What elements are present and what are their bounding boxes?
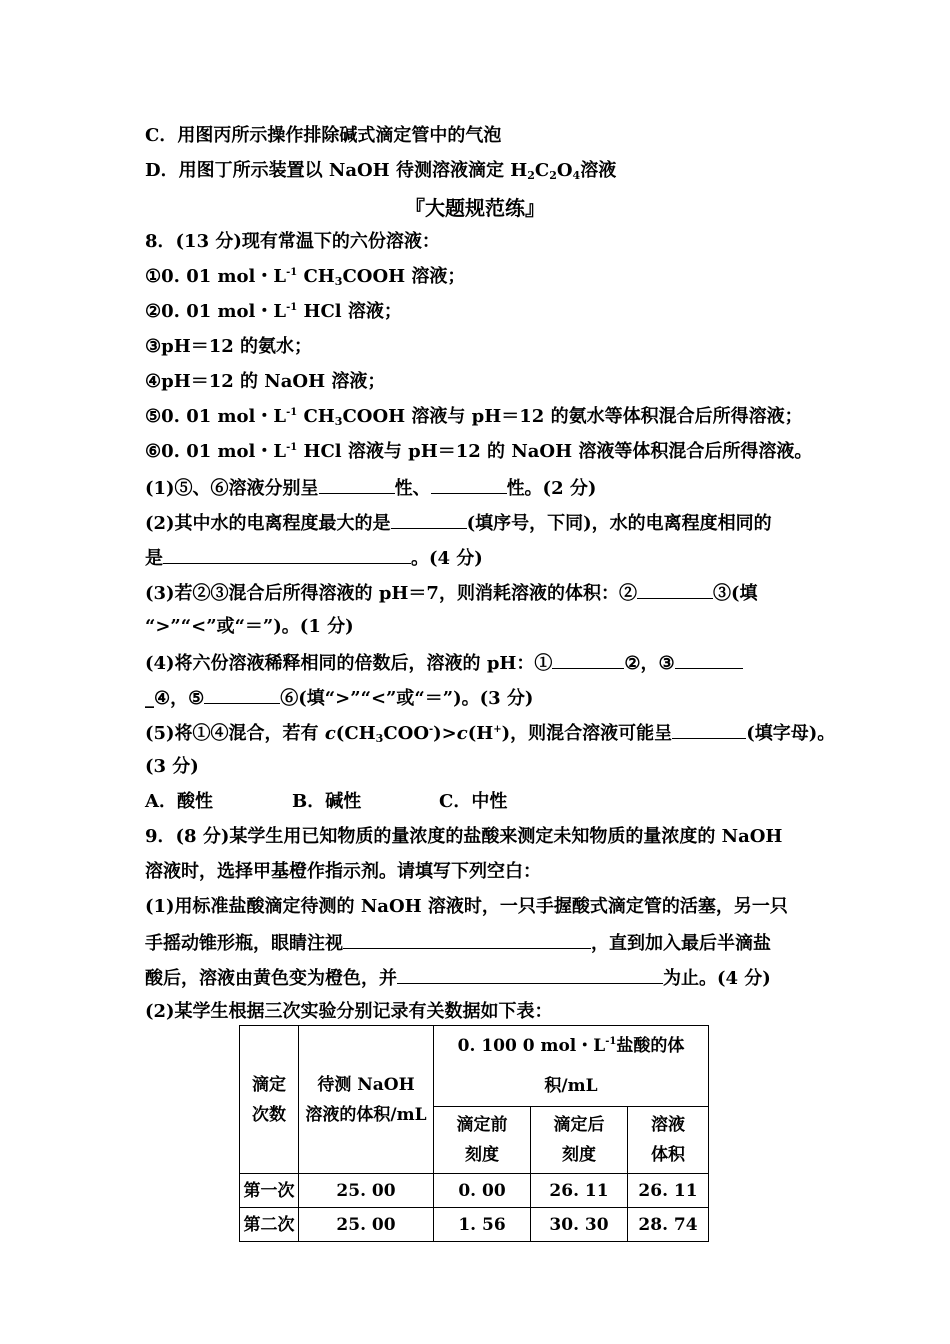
option-d-line: D．用图丁所示装置以 NaOH 待测溶液滴定 $H_2C_2O_4$溶液 <box>145 160 617 182</box>
row-label: 第一次 <box>240 1174 299 1208</box>
answer-blank[interactable] <box>204 685 280 704</box>
header-solution-volume: 溶液 体积 <box>628 1107 709 1174</box>
solution-5: ⑤0. 01 mol・$L^{-1}$ $CH_3COOH$ 溶液与 pH＝12 的氨水等体积混合后所得溶液； <box>145 406 803 428</box>
option-b: B．碱性 <box>292 791 362 812</box>
solution-4: ④pH＝12 的 NaOH 溶液； <box>145 371 386 392</box>
titration-data-table <box>239 1025 709 1242</box>
answer-blank[interactable] <box>397 965 663 984</box>
header-titration-count: 滴定 次数 <box>240 1026 299 1174</box>
option-c-line: C．用图丙所示操作排除碱式滴定管中的气泡 <box>145 125 502 146</box>
question-8-part-3: (3)若②③混合后所得溶液的 pH＝7，则消耗溶液的体积：② ③(填 <box>145 580 815 606</box>
question-8-intro: 8．(13 分)现有常温下的六份溶液： <box>145 231 440 252</box>
answer-blank[interactable] <box>637 580 713 599</box>
answer-blank[interactable] <box>431 475 507 494</box>
cell-naoh: 25. 00 <box>299 1208 434 1242</box>
answer-blank[interactable] <box>672 720 746 739</box>
question-9-intro: 9．(8 分)某学生用已知物质的量浓度的盐酸来测定未知物质的量浓度的 NaOH <box>145 826 783 847</box>
table-header-row <box>240 1026 709 1107</box>
answer-blank[interactable] <box>319 475 395 494</box>
answer-blank[interactable] <box>163 545 411 564</box>
answer-blank[interactable] <box>675 650 743 669</box>
option-a: A．酸性 <box>145 791 213 812</box>
question-8-part-4-cont: _④，⑤ ⑥(填“>”“<”或“＝”)。(3 分) <box>145 685 815 711</box>
question-8-part-3-cont: “>”“<”或“＝”)。(1 分) <box>145 616 354 637</box>
question-9-part-2: (2)某学生根据三次实验分别记录有关数据如下表： <box>145 1001 553 1022</box>
solution-6: ⑥0. 01 mol・$L^{-1}$ HCl 溶液与 pH＝12 的 NaOH 溶液等体积混合后所得溶液。 <box>145 441 813 462</box>
answer-blank[interactable] <box>391 510 467 529</box>
cell-volume: 26. 11 <box>628 1174 709 1208</box>
table-row <box>240 1174 709 1208</box>
question-8-part-5: (5)将①④混合，若有 $c(CH_3COO^-)>c(H^+)$，则混合溶液可能呈 (填字母)。 <box>145 720 815 746</box>
solution-2: ②0. 01 mol・$L^{-1}$ HCl 溶液； <box>145 301 402 322</box>
option-c: C．中性 <box>439 791 508 812</box>
cell-after: 30. 30 <box>531 1208 628 1242</box>
answer-options <box>145 790 815 814</box>
row-label: 第二次 <box>240 1208 299 1242</box>
cell-before: 1. 56 <box>434 1208 531 1242</box>
cell-before: 0. 00 <box>434 1174 531 1208</box>
question-9-part-1-cont: 手摇动锥形瓶，眼睛注视 ，直到加入最后半滴盐 <box>145 930 815 956</box>
question-8-part-5-score: (3 分) <box>145 756 199 777</box>
question-9-part-1-end: 酸后，溶液由黄色变为橙色，并 为止。(4 分) <box>145 965 815 991</box>
section-title: 『大题规范练』 <box>405 196 545 220</box>
header-hcl-volume: 0. 100 0 mol・$L^{-1}$盐酸的体积/mL <box>434 1026 709 1107</box>
question-8-part-2-cont: 是 。(4 分) <box>145 545 815 571</box>
question-8-part-2: (2)其中水的电离程度最大的是 (填序号，下同)，水的电离程度相同的 <box>145 510 815 536</box>
header-before-reading: 滴定前 刻度 <box>434 1107 531 1174</box>
table-row <box>240 1208 709 1242</box>
answer-blank[interactable] <box>343 930 591 949</box>
header-after-reading: 滴定后 刻度 <box>531 1107 628 1174</box>
question-8-part-4: (4)将六份溶液稀释相同的倍数后，溶液的 pH：① ②，③ <box>145 650 815 676</box>
question-9-intro-cont: 溶液时，选择甲基橙作指示剂。请填写下列空白： <box>145 861 541 882</box>
cell-after: 26. 11 <box>531 1174 628 1208</box>
cell-naoh: 25. 00 <box>299 1174 434 1208</box>
question-8-part-1: (1)⑤、⑥溶液分别呈 性、 性。(2 分) <box>145 475 815 501</box>
cell-volume: 28. 74 <box>628 1208 709 1242</box>
header-naoh-volume: 待测 NaOH 溶液的体积/mL <box>299 1026 434 1174</box>
question-9-part-1: (1)用标准盐酸滴定待测的 NaOH 溶液时，一只手握酸式滴定管的活塞，另一只 <box>145 896 788 917</box>
solution-1: ①0. 01 mol・$L^{-1}$ $CH_3COOH$ 溶液； <box>145 266 466 288</box>
answer-blank[interactable] <box>552 650 624 669</box>
solution-3: ③pH＝12 的氨水； <box>145 336 313 357</box>
